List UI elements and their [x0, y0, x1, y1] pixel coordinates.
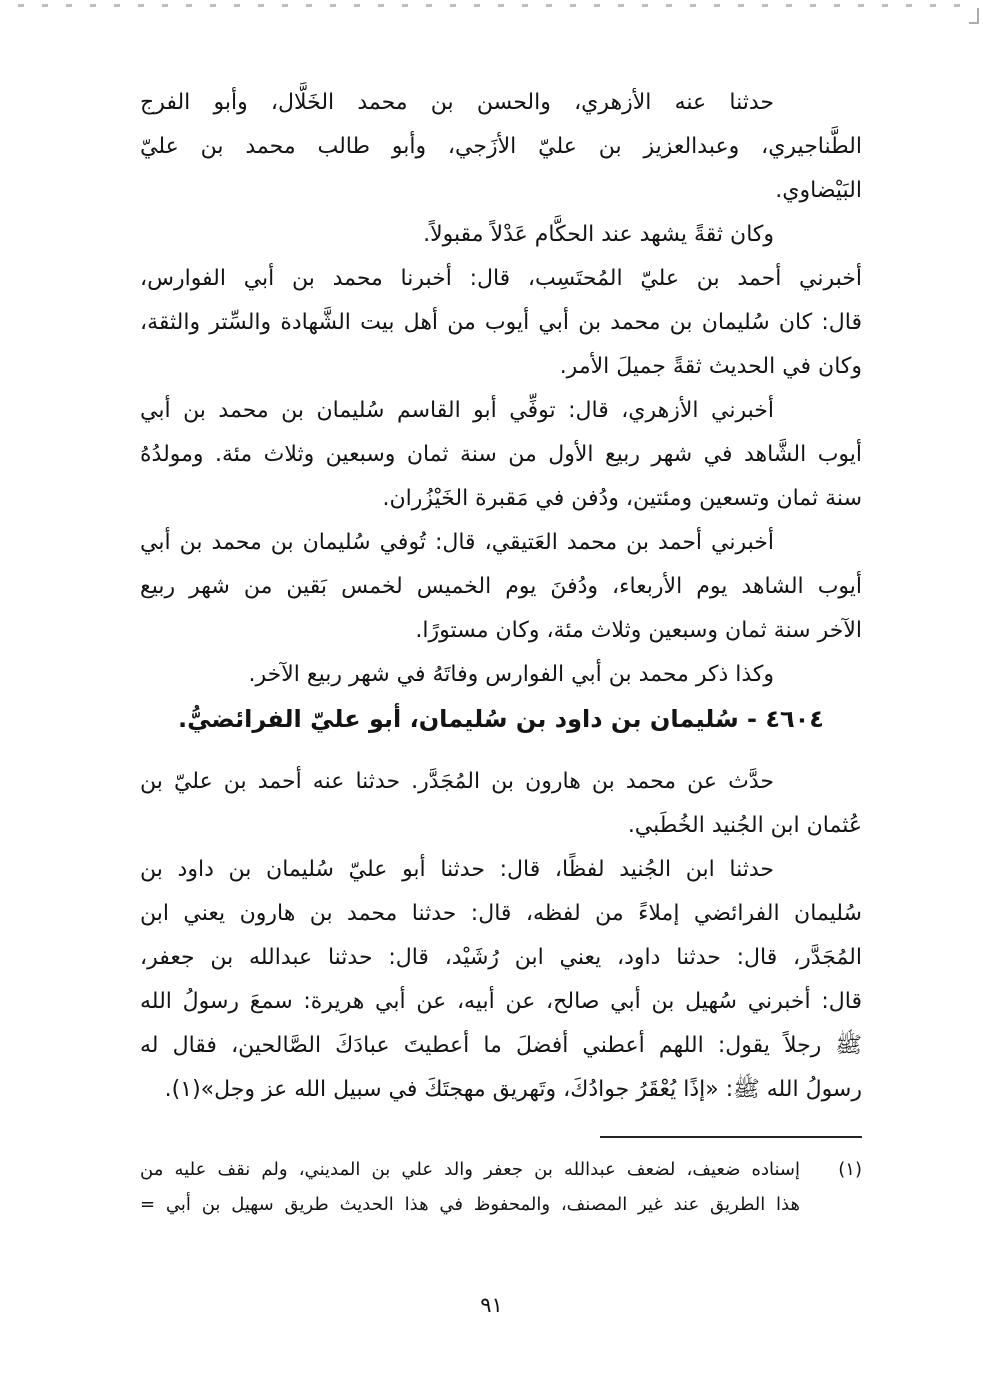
text-line: سنة ثمان وتسعين ومئتين، ودُفن في مَقبرة الخَيْزُران.: [382, 486, 862, 511]
paragraph: [140, 257, 862, 389]
text-line: رسولُ الله ﷺ: «إذًا يُعْقَرُ جوادُكَ، وتَهريق مهجتَكَ في سبيل الله عز وجل»(١).: [164, 1077, 862, 1102]
footnote-marker: (١): [838, 1159, 862, 1180]
text-line: قال: أخبرني سُهيل بن أبي صالح، عن أبيه، عن أبي هريرة: سمعَ رسولُ الله: [140, 989, 862, 1014]
text-line: وكذا ذكر محمد بن أبي الفوارس وفاتَهُ في شهر ربيع الآخر.: [248, 662, 774, 687]
entry-heading: ٤٦٠٤ - سُليمان بن داود بن سُليمان، أبو عليّ الفرائضيُّ.: [178, 705, 824, 733]
text-line: أخبرني أحمد بن محمد العَتيقي، قال: تُوفي سُليمان بن محمد بن أبي: [140, 530, 774, 555]
text-line: الطَّناجيري، وعبدالعزيز بن عليّ الأزَجي، وأبو طالب محمد بن عليّ: [140, 134, 862, 159]
text-line: حدثنا عنه الأزهري، والحسن بن محمد الخَلَّال، وأبو الفرج: [140, 90, 774, 115]
text-line: البَيْضاوي.: [775, 178, 862, 203]
text-line: حدَّث عن محمد بن هارون بن المُجَدَّر. حدثنا عنه أحمد بن عليّ بن: [140, 769, 774, 794]
footnote-line: إسناده ضعيف، لضعف عبدالله بن جعفر والد علي بن المديني، ولم نقف عليه من: [140, 1159, 800, 1180]
main-text: [140, 81, 862, 1112]
text-line: أخبرني الأزهري، قال: توفِّي أبو القاسم سُليمان بن محمد بن أبي: [140, 398, 774, 423]
paragraph: [140, 653, 862, 697]
paragraph: [140, 81, 862, 213]
footnote-text: [140, 1152, 862, 1222]
text-line: وكان ثقةً يشهد عند الحكَّام عَدْلاً مقبولاً.: [423, 222, 774, 247]
text-line: أخبرني أحمد بن عليّ المُحتَسِب، قال: أخبرنا محمد بن أبي الفوارس،: [140, 266, 862, 291]
page-number: ٩١: [480, 1293, 503, 1317]
scan-edge-marks: [0, 4, 960, 7]
text-line: حدثنا ابن الجُنيد لفظًا، قال: حدثنا أبو عليّ سُليمان بن داود بن: [140, 857, 774, 882]
text-line: سُليمان الفرائضي إملاءً من لفظه، قال: حدثنا محمد بن هارون يعني ابن: [140, 901, 862, 926]
paragraph: [140, 760, 862, 848]
text-line: ﷺ رجلاً يقول: اللهم أعطني أفضلَ ما أعطيتَ عبادَكَ الصَّالحين، فقال له: [140, 1033, 862, 1058]
text-line: أيوب الشَّاهد في شهر ربيع الأول من سنة ثمان وسبعين وثلاث مئة. ومولدُهُ: [140, 442, 862, 467]
scan-corner-mark: [969, 8, 979, 24]
text-line: أيوب الشاهد يوم الأربعاء، ودُفنَ يوم الخميس لخمس بَقين من شهر ربيع: [140, 574, 862, 599]
paragraph: [140, 848, 862, 1112]
paragraph: [140, 389, 862, 521]
paragraph: [140, 521, 862, 653]
text-line: عُثمان ابن الجُنيد الخُطَبي.: [627, 813, 862, 838]
text-line: الآخر سنة ثمان وسبعين وثلاث مئة، وكان مستورًا.: [415, 618, 862, 643]
footnote-line: هذا الطريق عند غير المصنف، والمحفوظ في هذا الحديث طريق سهيل بن أبي =: [140, 1194, 800, 1215]
text-line: قال: كان سُليمان بن محمد بن أبي أيوب من أهل بيت الشَّهادة والسِّتر والثقة،: [140, 310, 862, 335]
footnote: [140, 1152, 862, 1222]
paragraph: [140, 213, 862, 257]
footnote-separator: [600, 1136, 862, 1138]
text-line: المُجَدَّر، قال: حدثنا داود، يعني ابن رُشَيْد، قال: حدثنا عبدالله بن جعفر،: [140, 945, 862, 970]
text-line: وكان في الحديث ثقةً جميلَ الأمر.: [559, 354, 862, 379]
